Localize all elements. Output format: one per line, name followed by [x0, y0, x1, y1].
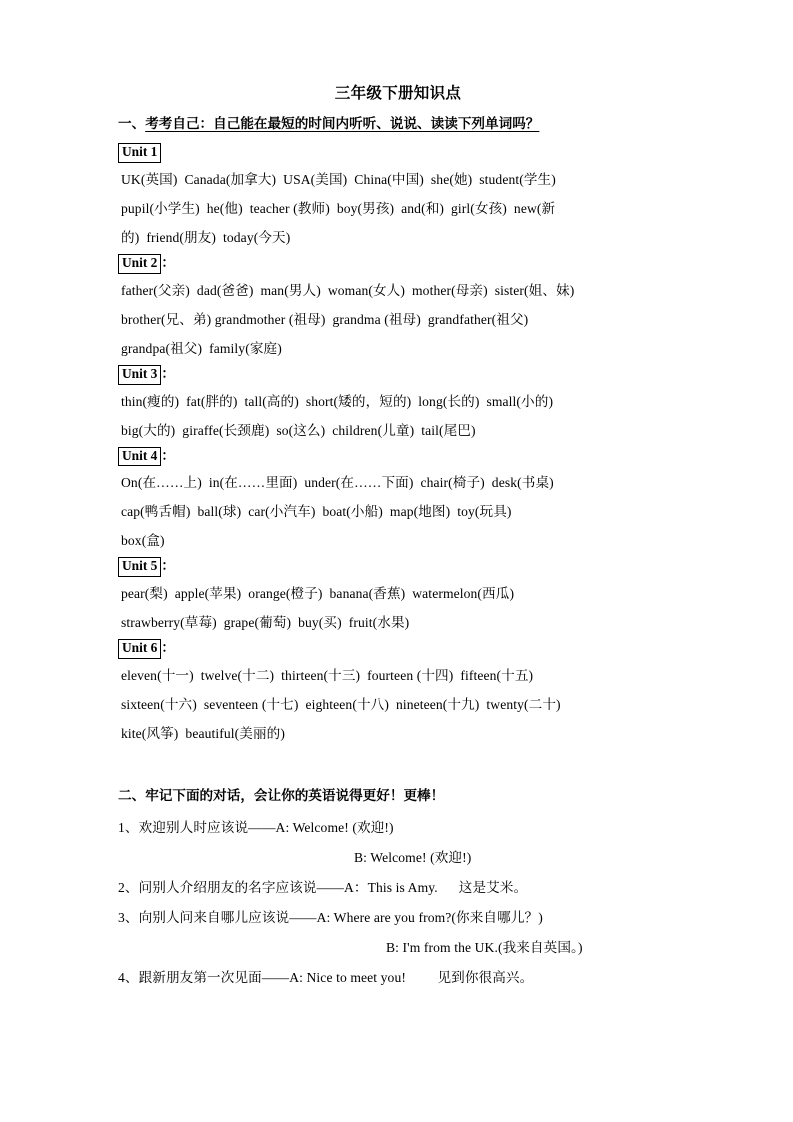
unit-block [118, 555, 678, 637]
unit-colon: ： [161, 558, 175, 574]
word-line: thin(瘦的) fat(胖的) tall(高的) short(矮的，短的) long(长的) small(小的) [121, 393, 554, 409]
word-line: cap(鸭舌帽) ball(球) car(小汽车) boat(小船) map(地图) toy(玩具) [121, 504, 512, 520]
unit-badge: Unit 6 [118, 639, 161, 659]
section-one-number: 一、 [118, 115, 146, 131]
unit-colon: ： [161, 255, 175, 271]
unit-block [118, 445, 678, 556]
dialogue-reply: B: I'm from the UK.(我来自英国。) [386, 940, 583, 956]
section-two-text: 牢记下面的对话，会让你的英语说得更好！更棒！ [145, 787, 445, 803]
section-one-heading [118, 114, 678, 134]
word-line: strawberry(草莓) grape(葡萄) buy(买) fruit(水果) [121, 615, 410, 631]
unit-colon: ： [161, 640, 175, 656]
unit-colon: ： [161, 365, 175, 381]
word-line: box(盒) [121, 533, 165, 549]
dialogue-prompt: 2、问别人介绍朋友的名字应该说——A：This is Amy. 这是艾米。 [118, 880, 528, 896]
unit-badge: Unit 2 [118, 254, 161, 274]
unit-label-row [118, 445, 678, 467]
word-line: brother(兄、弟) grandmother (祖母) grandma (祖母) grandfather(祖父) [121, 311, 529, 327]
unit-badge: Unit 3 [118, 365, 161, 385]
word-line: pear(梨) apple(苹果) orange(橙子) banana(香蕉) watermelon(西瓜) [121, 586, 515, 602]
word-line: sixteen(十六) seventeen (十七) eighteen(十八) nineteen(十九) twenty(二十) [121, 696, 561, 712]
word-line: father(父亲) dad(爸爸) man(男人) woman(女人) mother(母亲) sister(姐、妹) [121, 282, 575, 298]
unit-block [118, 252, 678, 363]
unit-block [118, 141, 678, 252]
unit-block [118, 637, 678, 748]
section-one-text: 考考自己：自己能在最短的时间内听听、说说、读读下列单词吗？ [145, 115, 540, 131]
section-spacer [118, 748, 678, 786]
word-line: pupil(小学生) he(他) teacher (教师) boy(男孩) and(和) girl(女孩) new(新 [121, 201, 556, 217]
word-line: kite(风筝) beautiful(美丽的) [121, 725, 285, 741]
unit-label-row [118, 637, 678, 659]
unit-block [118, 363, 678, 445]
unit-badge: Unit 1 [118, 143, 161, 163]
dialogue-prompt: 1、欢迎别人时应该说——A: Welcome! (欢迎!) [118, 820, 394, 836]
unit-label-row [118, 252, 678, 274]
section-two-heading [118, 786, 678, 806]
word-line: On(在……上) in(在……里面) under(在……下面) chair(椅子) desk(书桌) [121, 475, 554, 491]
document-content [118, 84, 678, 993]
section-two-number: 二、 [118, 787, 146, 803]
dialogue-prompt: 4、跟新朋友第一次见面——A: Nice to meet you! 见到你很高兴。 [118, 970, 534, 986]
unit-colon: ： [161, 447, 175, 463]
unit-badge: Unit 4 [118, 447, 161, 467]
unit-label-row [118, 363, 678, 385]
unit-label-row [118, 141, 678, 163]
dialogue-reply: B: Welcome! (欢迎!) [354, 850, 472, 866]
word-line: grandpa(祖父) family(家庭) [121, 340, 282, 356]
page-title: 三年级下册知识点 [334, 85, 462, 102]
unit-label-row [118, 555, 678, 577]
word-line: 的) friend(朋友) today(今天) [121, 230, 291, 246]
unit-badge: Unit 5 [118, 557, 161, 577]
dialogue-prompt: 3、向别人问来自哪儿应该说——A: Where are you from?(你来自哪儿？) [118, 910, 543, 926]
word-line: big(大的) giraffe(长颈鹿) so(这么) children(儿童) tail(尾巴) [121, 422, 476, 438]
word-line: eleven(十一) twelve(十二) thirteen(十三) fourteen (十四) fifteen(十五) [121, 667, 534, 683]
word-line: UK(英国) Canada(加拿大) USA(美国) China(中国) she(她) student(学生) [121, 172, 556, 188]
